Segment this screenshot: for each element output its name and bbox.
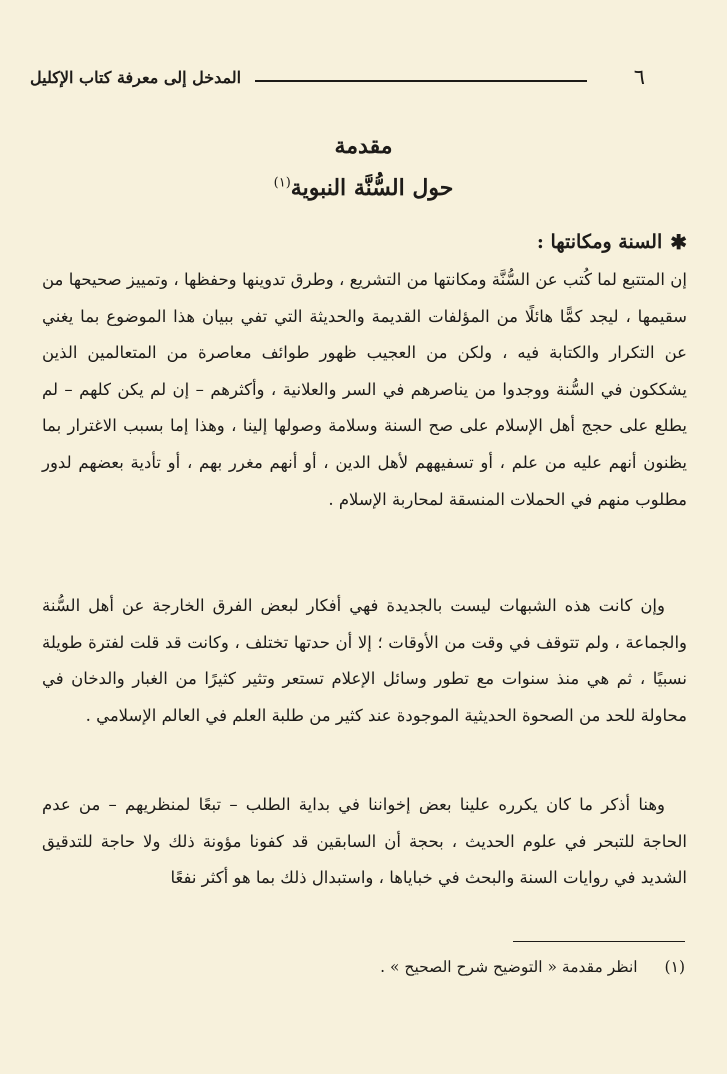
asterisk-icon: ✱ xyxy=(670,230,687,254)
book-title: المدخل إلى معرفة كتاب الإكليل xyxy=(30,67,242,87)
footnote-text: انظر مقدمة « التوضيح شرح الصحيح » . xyxy=(380,958,638,976)
chapter-title: مقدمة xyxy=(334,133,393,159)
paragraph-3: وهنا أذكر ما كان يكرره علينا بعض إخواننا في بداية الطلب – تبعًا لمنظريهم – من عدم الحاجة للتبحر في علوم الحديث ، بحجة أن السابقين قد كفونا مؤونة ذلك ولا حاجة للتدقيق الشديد في روايات السنة والبحث في خباياها ، واستبدال ذلك بما هو أكثر نفعًا xyxy=(42,795,687,888)
header-rule xyxy=(255,80,587,82)
section-heading xyxy=(537,230,687,254)
footnote-reference: (١) xyxy=(273,175,291,191)
footnote-rule xyxy=(513,941,685,942)
footnote xyxy=(42,952,685,982)
paragraph-2: وإن كانت هذه الشبهات ليست بالجديدة فهي أفكار لبعض الفرق الخارجة عن أهل السُّنة والجماعة ، ولم تتوقف في وقت من الأوقات ؛ إلا أن حدتها تختلف ، وكانت قد قلت لفترة طويلة نسبيًا ، ثم هي منذ سنوات مع تطور وسائل الإعلام تستعر وتثير كثيرًا من الغبار والدخان في محاولة للحد من الصحوة الحديثية الموجودة عند كثير من طلبة العلم في العالم الإسلامي . xyxy=(42,596,687,725)
section-heading-text: السنة ومكانتها : xyxy=(536,231,663,253)
paragraph-1: إن المتتبع لما كُتب عن السُّنَّة ومكانتها من التشريع ، وطرق تدوينها وحفظها ، وتمييز صحيحها من سقيمها ، ليجد كمًّا هائلًا من المؤلفات القديمة والحديثة التي تفي ببيان هذا الموضوع بما يغني عن التكرار والكتابة فيه ، ولكن من العجيب ظهور طوائف معاصرة من المتعالمين الذين يشككون في السُّنة ووجدوا من يناصرهم في السر والعلانية ، وأكثرهم – إن لم يكن كلهم – لم يطلع على حجج أهل الإسلام على صح السنة وسلامة وصولها إلينا ، وهذا إما بسبب الاغترار بما يظنون أنهم عليه من علم ، أو تسفيههم لأهل الدين ، أو أنهم مغرر بهم ، أو تأدية بعضهم لدور مطلوب منهم في الحملات المنسقة لمحاربة الإسلام . xyxy=(42,270,687,509)
chapter-subtitle-text: حول السُّنَّة النبوية xyxy=(290,175,454,201)
chapter-subtitle xyxy=(0,175,727,201)
page-number: ٦ xyxy=(633,65,645,89)
footnote-marker: (١) xyxy=(664,958,685,976)
running-header xyxy=(30,62,645,92)
